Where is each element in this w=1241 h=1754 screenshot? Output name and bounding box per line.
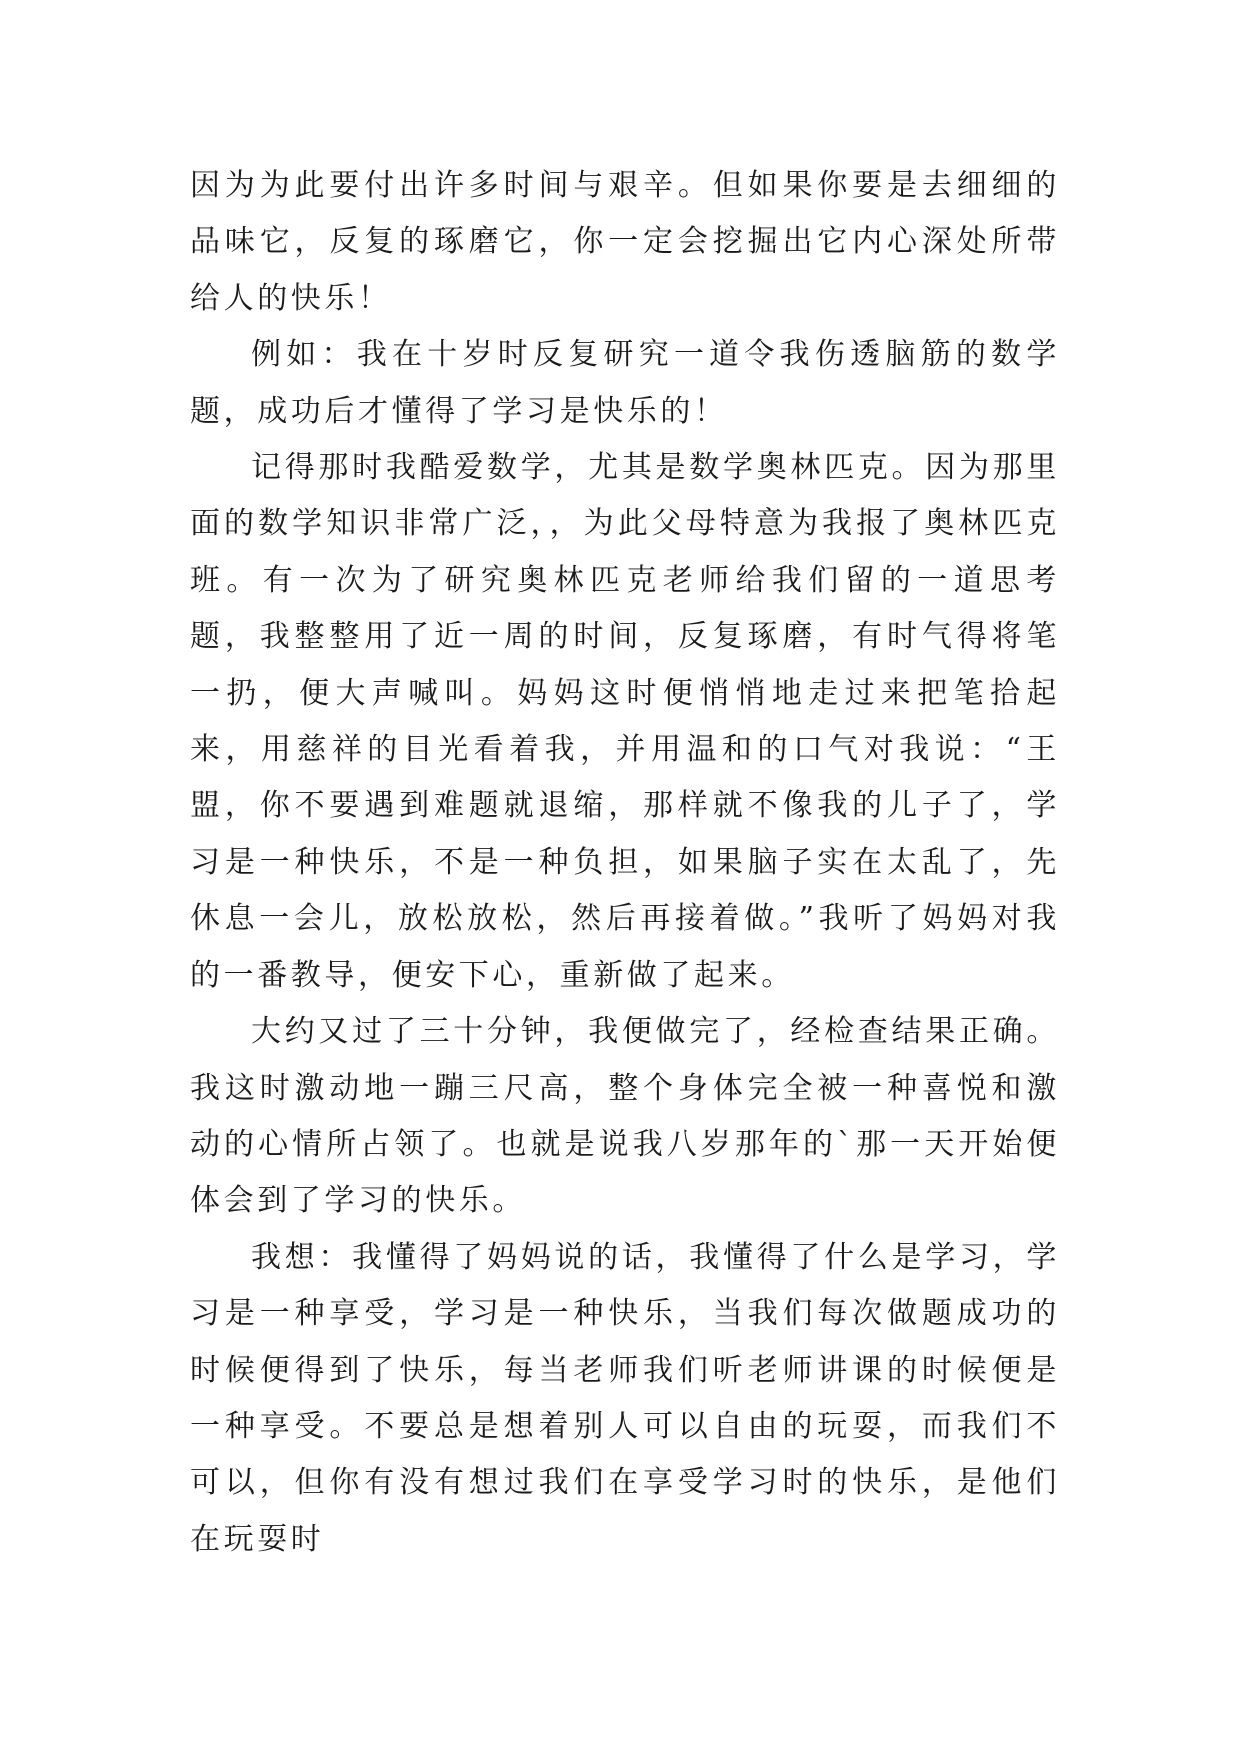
paragraph-5: 我想：我懂得了妈妈说的话，我懂得了什么是学习，学习是一种享受，学习是一种快乐，当我们每次做题成功的时候便得到了快乐，每当老师我们听老师讲课的时候便是一种享受。不要总是想着别人可以自由的玩耍，而我们不可以，但你有没有想过我们在享受学习时的快乐，是他们在玩耍时	[190, 1239, 1060, 1557]
paragraph-1: 因为为此要付出许多时间与艰辛。但如果你要是去细细的品味它，反复的琢磨它，你一定会挖掘出它内心深处所带给人的快乐！	[190, 168, 1060, 316]
document-body	[190, 158, 1060, 1568]
paragraph-4: 大约又过了三十分钟，我便做完了，经检查结果正确。我这时激动地一蹦三尺高，整个身体完全被一种喜悦和激动的心情所占领了。也就是说我八岁那年的`那一天开始便体会到了学习的快乐。	[190, 1014, 1060, 1219]
paragraph-3: 记得那时我酷爱数学，尤其是数学奥林匹克。因为那里面的数学知识非常广泛，，为此父母特意为我报了奥林匹克班。有一次为了研究奥林匹克老师给我们留的一道思考题，我整整用了近一周的时间，反复琢磨，有时气得将笔一扔，便大声喊叫。妈妈这时便悄悄地走过来把笔拾起来，用慈祥的目光看着我，并用温和的口气对我说：“王盟，你不要遇到难题就退缩，那样就不像我的儿子了，学习是一种快乐，不是一种负担，如果脑子实在太乱了，先休息一会儿，放松放松，然后再接着做。”我听了妈妈对我的一番教导，便安下心，重新做了起来。	[190, 450, 1060, 993]
paragraph-2: 例如：我在十岁时反复研究一道令我伤透脑筋的数学题，成功后才懂得了学习是快乐的！	[190, 337, 1060, 429]
